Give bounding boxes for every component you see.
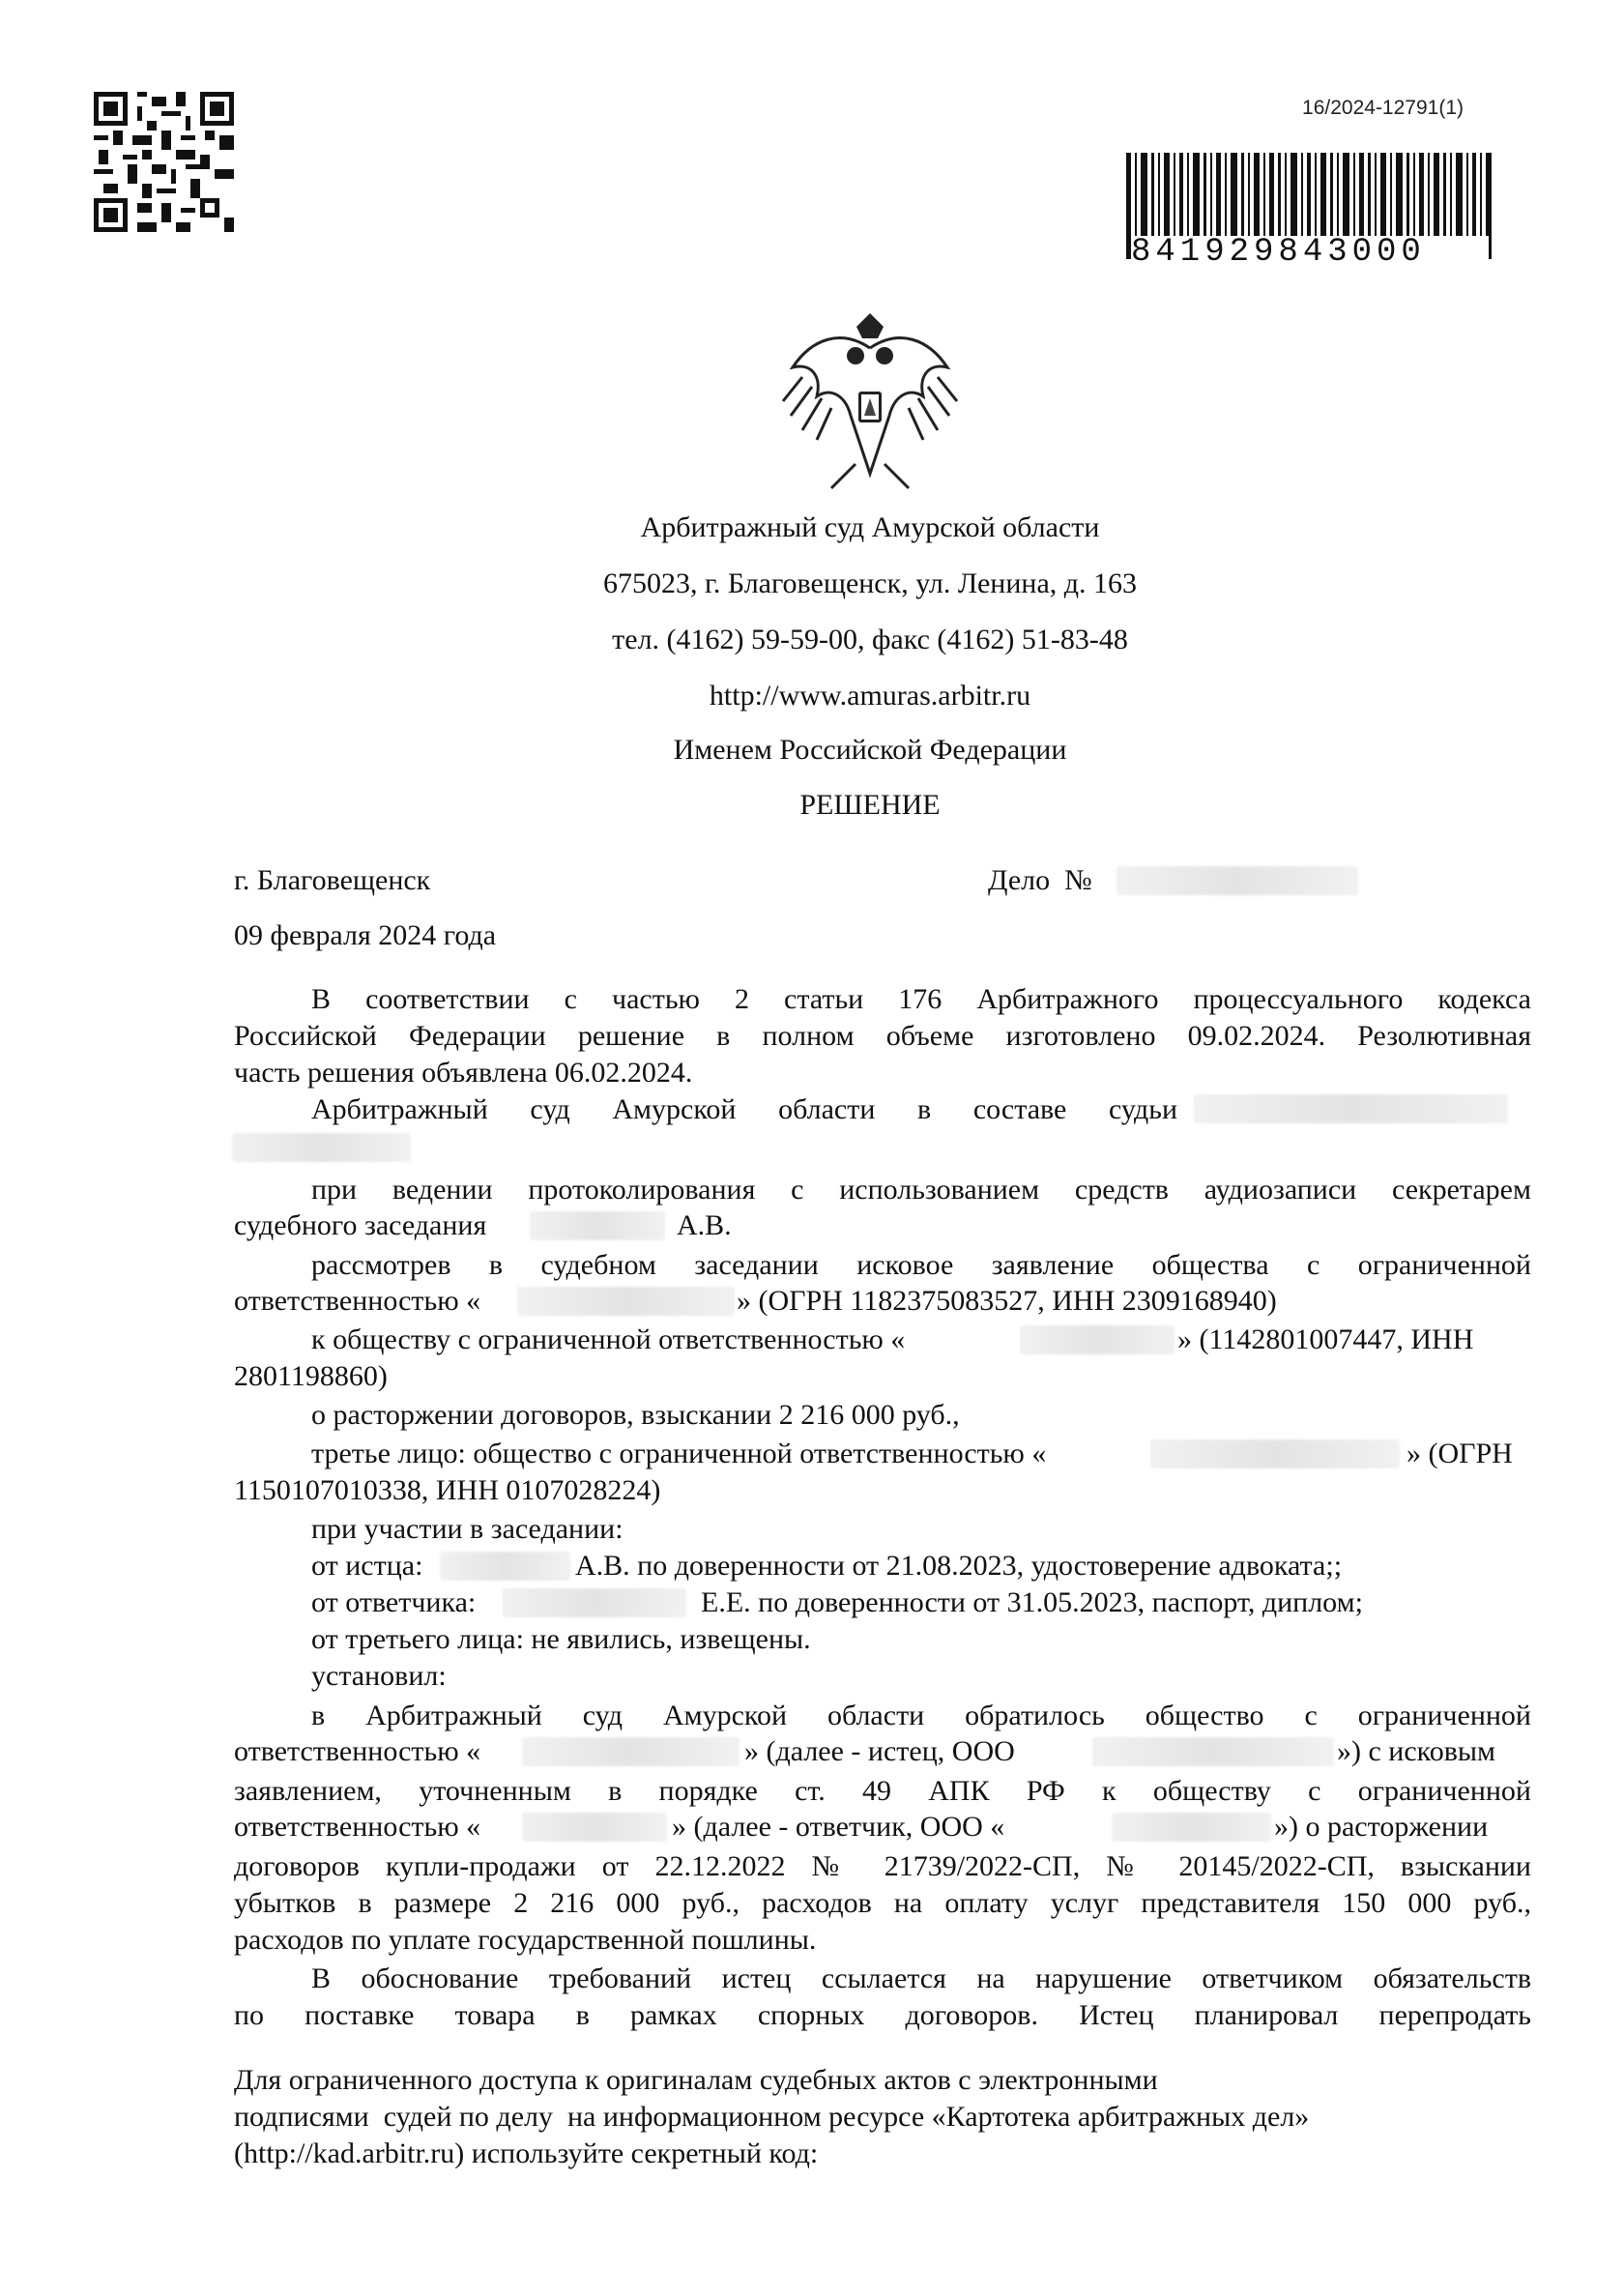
court-website: http://www.amuras.arbitr.ru bbox=[709, 680, 1031, 712]
paragraph-4-line-1: рассмотрев в судебном заседании исковое заявление общества с ограниченной bbox=[311, 1249, 1531, 1281]
redacted-third-party-name bbox=[1150, 1439, 1400, 1468]
paragraph-10-line-6: убытков в размере 2 216 000 руб., расходов на оплату услуг представителя 150 000 руб., bbox=[234, 1887, 1531, 1919]
redacted-plaintiff-name bbox=[517, 1287, 735, 1316]
paragraph-1-line-3: часть решения объявлена 06.02.2024. bbox=[234, 1057, 693, 1089]
redacted-plaintiff-rep bbox=[440, 1552, 570, 1581]
redacted-plaintiff-name-2 bbox=[522, 1737, 740, 1766]
city: г. Благовещенск bbox=[234, 864, 431, 896]
paragraph-8-line-2b: А.В. по доверенности от 21.08.2023, удостоверение адвоката;; bbox=[575, 1550, 1343, 1582]
paragraph-8-line-3b: Е.Е. по доверенности от 31.05.2023, паспорт, диплом; bbox=[701, 1586, 1363, 1618]
paragraph-5-line-2: 2801198860) bbox=[234, 1360, 388, 1392]
paragraph-10-line-2c: ») с исковым bbox=[1337, 1735, 1496, 1767]
redacted-defendant-short-name bbox=[1112, 1813, 1271, 1842]
footer-line-1: Для ограниченного доступа к оригиналам судебных актов с электронными bbox=[234, 2064, 1158, 2096]
paragraph-7-line-2: 1150107010338, ИНН 0107028224) bbox=[234, 1474, 661, 1506]
paragraph-8-line-3a: от ответчика: bbox=[311, 1586, 477, 1618]
redacted-plaintiff-short-name bbox=[1092, 1737, 1334, 1766]
paragraph-10-line-4c: ») о расторжении bbox=[1274, 1811, 1489, 1843]
paragraph-8-line-1: при участии в заседании: bbox=[311, 1513, 624, 1545]
paragraph-10-line-4a: ответственностью « bbox=[234, 1811, 481, 1843]
paragraph-10-line-3: заявлением, уточненным в порядке ст. 49 АПК РФ к обществу с ограниченной bbox=[234, 1775, 1531, 1807]
court-phone: тел. (4162) 59-59-00, факс (4162) 51-83-48 bbox=[612, 624, 1128, 655]
paragraph-8-line-4: от третьего лица: не явились, извещены. bbox=[311, 1623, 811, 1655]
document-id: 16/2024-12791(1) bbox=[1302, 97, 1464, 119]
redacted-judge-name bbox=[1194, 1094, 1508, 1123]
paragraph-3-line-2a: судебного заседания bbox=[234, 1209, 487, 1241]
case-number-label: Дело № bbox=[988, 864, 1092, 896]
redacted-secretary-name bbox=[530, 1211, 665, 1240]
paragraph-9-line-1: установил: bbox=[311, 1660, 447, 1692]
russian-coat-of-arms-icon bbox=[764, 309, 976, 503]
footer-line-3: (http://kad.arbitr.ru) используйте секретный код: bbox=[234, 2137, 819, 2169]
paragraph-4-line-2a: ответственностью « bbox=[234, 1285, 481, 1317]
paragraph-10-line-2b: » (далее - истец, ООО bbox=[744, 1735, 1015, 1767]
redacted-judge-name-cont bbox=[232, 1133, 411, 1162]
redacted-case-number bbox=[1116, 866, 1358, 895]
paragraph-11-line-2: по поставке товара в рамках спорных договоров. Истец планировал перепродать bbox=[234, 1999, 1531, 2031]
court-name: Арбитражный суд Амурской области bbox=[640, 511, 1100, 543]
paragraph-10-line-7: расходов по уплате государственной пошлины. bbox=[234, 1924, 817, 1956]
paragraph-10-line-4b: » (далее - ответчик, ООО « bbox=[672, 1811, 1005, 1843]
barcode-digits: 841929843000 bbox=[1131, 236, 1489, 269]
invocation: Именем Российской Федерации bbox=[673, 734, 1067, 766]
paragraph-10-line-1: в Арбитражный суд Амурской области обратилось общество с ограниченной bbox=[311, 1700, 1531, 1731]
footer-line-2: подписями судей по делу на информационном ресурсе «Картотека арбитражных дел» bbox=[234, 2101, 1310, 2133]
paragraph-6-line-1: о расторжении договоров, взыскании 2 216 000 руб., bbox=[311, 1399, 960, 1431]
qr-code-icon bbox=[94, 92, 234, 232]
paragraph-1-line-1: В соответствии с частью 2 статьи 176 Арбитражного процессуального кодекса bbox=[311, 983, 1531, 1015]
paragraph-7-line-1a: третье лицо: общество с ограниченной ответственностью « bbox=[311, 1438, 1047, 1469]
redacted-defendant-name bbox=[1020, 1325, 1174, 1354]
paragraph-10-line-5: договоров купли-продажи от 22.12.2022 № 21739/2022-СП, № 20145/2022-СП, взыскании bbox=[234, 1850, 1531, 1882]
paragraph-8-line-2a: от истца: bbox=[311, 1550, 423, 1582]
paragraph-2-line-1: Арбитражный суд Амурской области в составе судьи bbox=[311, 1093, 1177, 1125]
document-type: РЕШЕНИЕ bbox=[799, 789, 941, 821]
paragraph-3-line-1: при ведении протоколирования с использованием средств аудиозаписи секретарем bbox=[311, 1174, 1531, 1206]
redacted-defendant-name-2 bbox=[522, 1813, 667, 1842]
paragraph-5-line-1a: к обществу с ограниченной ответственностью « bbox=[311, 1323, 906, 1355]
decision-date: 09 февраля 2024 года bbox=[234, 919, 497, 951]
paragraph-7-line-1b: » (ОГРН bbox=[1406, 1438, 1513, 1469]
paragraph-3-line-2b: А.В. bbox=[677, 1209, 732, 1241]
paragraph-10-line-2a: ответственностью « bbox=[234, 1735, 481, 1767]
redacted-defendant-rep bbox=[503, 1588, 686, 1617]
paragraph-1-line-2: Российской Федерации решение в полном объеме изготовлено 09.02.2024. Резолютивная bbox=[234, 1020, 1531, 1052]
court-address: 675023, г. Благовещенск, ул. Ленина, д. 163 bbox=[602, 567, 1138, 599]
paragraph-11-line-1: В обоснование требований истец ссылается на нарушение ответчиком обязательств bbox=[311, 1962, 1531, 1994]
paragraph-5-line-1b: » (1142801007447, ИНН bbox=[1177, 1323, 1474, 1355]
paragraph-4-line-2b: » (ОГРН 1182375083527, ИНН 2309168940) bbox=[737, 1285, 1277, 1317]
